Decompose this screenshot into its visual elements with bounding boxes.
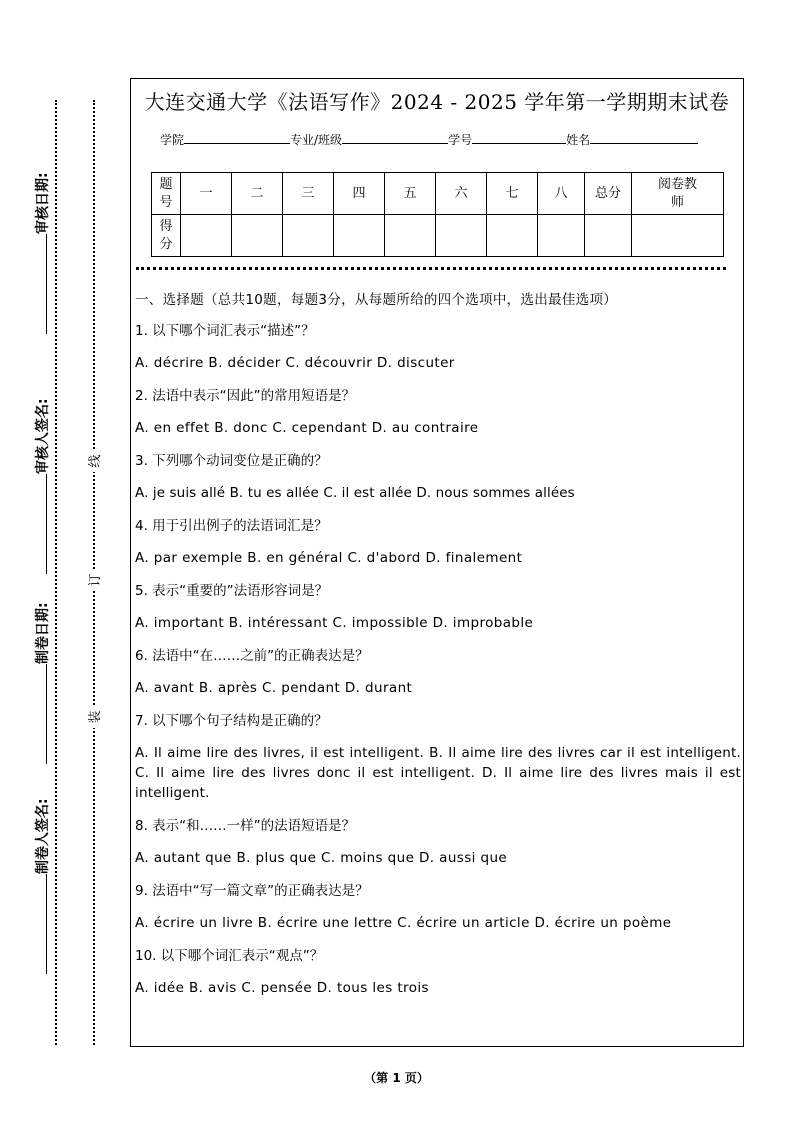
options-9: A. écrire un livre B. écrire une lettre C. écrire un article D. écrire un poème: [135, 915, 672, 931]
college-field[interactable]: [184, 131, 290, 144]
score-cell[interactable]: [283, 215, 334, 257]
score-cell[interactable]: [334, 215, 385, 257]
question-2: 2. 法语中表示“因此”的常用短语是？: [135, 388, 356, 404]
question-10: 10. 以下哪个词汇表示“观点”？: [135, 948, 324, 964]
question-8: 8. 表示“和……一样”的法语短语是？: [135, 818, 356, 834]
major-class-label: 专业/班级: [290, 133, 343, 147]
col-2: 二: [232, 173, 283, 215]
binding-char-line: 线: [84, 450, 102, 472]
question-5: 5. 表示“重要的”法语形容词是？: [135, 583, 329, 599]
page-footer: （第 1 页）: [364, 1071, 429, 1085]
binding-char-staple: 订: [84, 569, 102, 591]
score-cell-total[interactable]: [585, 215, 632, 257]
options-5: A. important B. intéressant C. impossible D. improbable: [135, 615, 534, 631]
score-cell[interactable]: [181, 215, 232, 257]
question-3: 3. 下列哪个动词变位是正确的？: [135, 453, 328, 469]
paper-date-label: 制卷日期:: [32, 614, 50, 764]
question-number-label: 题号: [152, 173, 181, 215]
question-1: 1. 以下哪个词汇表示“描述”？: [135, 323, 315, 339]
student-id-label: 学号: [448, 133, 473, 147]
score-cell[interactable]: [232, 215, 283, 257]
options-6: A. avant B. après C. pendant D. durant: [135, 680, 413, 696]
col-4: 四: [334, 173, 385, 215]
student-id-field[interactable]: [472, 131, 566, 144]
student-info-row: [160, 131, 698, 148]
score-cell[interactable]: [538, 215, 585, 257]
score-cell[interactable]: [487, 215, 538, 257]
question-4: 4. 用于引出例子的法语词汇是？: [135, 518, 328, 534]
options-8: A. autant que B. plus que C. moins que D. aussi que: [135, 850, 508, 866]
score-cell[interactable]: [436, 215, 487, 257]
score-cell-grader[interactable]: [632, 215, 724, 257]
exam-title: 大连交通大学《法语写作》2024 - 2025 学年第一学期期末试卷: [144, 90, 730, 114]
options-7: A. Il aime lire des livres, il est intelligent. B. Il aime lire des livres car il est intelligent. C. Il aime lire des livres donc il est intelligent. D. Il aime lire des livres mais il est intelligent.: [135, 745, 741, 801]
score-table-score-row: [152, 215, 724, 257]
section-separator: [136, 267, 726, 270]
col-6: 六: [436, 173, 487, 215]
options-4: A. par exemple B. en général C. d'abord D. finalement: [135, 550, 523, 566]
question-section: [135, 290, 741, 1011]
major-class-field[interactable]: [342, 131, 448, 144]
score-table-header-row: [152, 173, 724, 215]
question-9: 9. 法语中“写一篇文章”的正确表达是？: [135, 883, 369, 899]
options-10: A. idée B. avis C. pensée D. tous les trois: [135, 980, 429, 996]
binding-margin: [0, 0, 128, 1122]
review-date-label: 审核日期:: [32, 184, 50, 334]
reviewer-signature-label: 审核人签名:: [32, 424, 50, 574]
options-3: A. je suis allé B. tu es allée C. il est allée D. nous sommes allées: [135, 485, 575, 501]
signature-dotted-line: [55, 100, 57, 1045]
name-label: 姓名: [566, 133, 591, 147]
col-grader: 阅卷教师: [632, 173, 724, 215]
col-total: 总分: [585, 173, 632, 215]
score-cell[interactable]: [385, 215, 436, 257]
section-heading: 一、选择题（总共10题，每题3分，从每题所给的四个选项中，选出最佳选项）: [135, 292, 618, 308]
binding-char-bind: 装: [84, 706, 102, 728]
college-label: 学院: [160, 133, 185, 147]
name-field[interactable]: [590, 131, 698, 144]
col-8: 八: [538, 173, 585, 215]
col-5: 五: [385, 173, 436, 215]
col-3: 三: [283, 173, 334, 215]
score-label: 得分: [152, 215, 181, 257]
options-1: A. décrire B. décider C. découvrir D. discuter: [135, 355, 455, 371]
question-7: 7. 以下哪个句子结构是正确的？: [135, 713, 328, 729]
paper-maker-signature-label: 制卷人签名:: [32, 824, 50, 974]
col-7: 七: [487, 173, 538, 215]
col-1: 一: [181, 173, 232, 215]
question-6: 6. 法语中“在……之前”的正确表达是？: [135, 648, 369, 664]
options-2: A. en effet B. donc C. cependant D. au contraire: [135, 420, 479, 436]
score-table: [151, 172, 724, 257]
